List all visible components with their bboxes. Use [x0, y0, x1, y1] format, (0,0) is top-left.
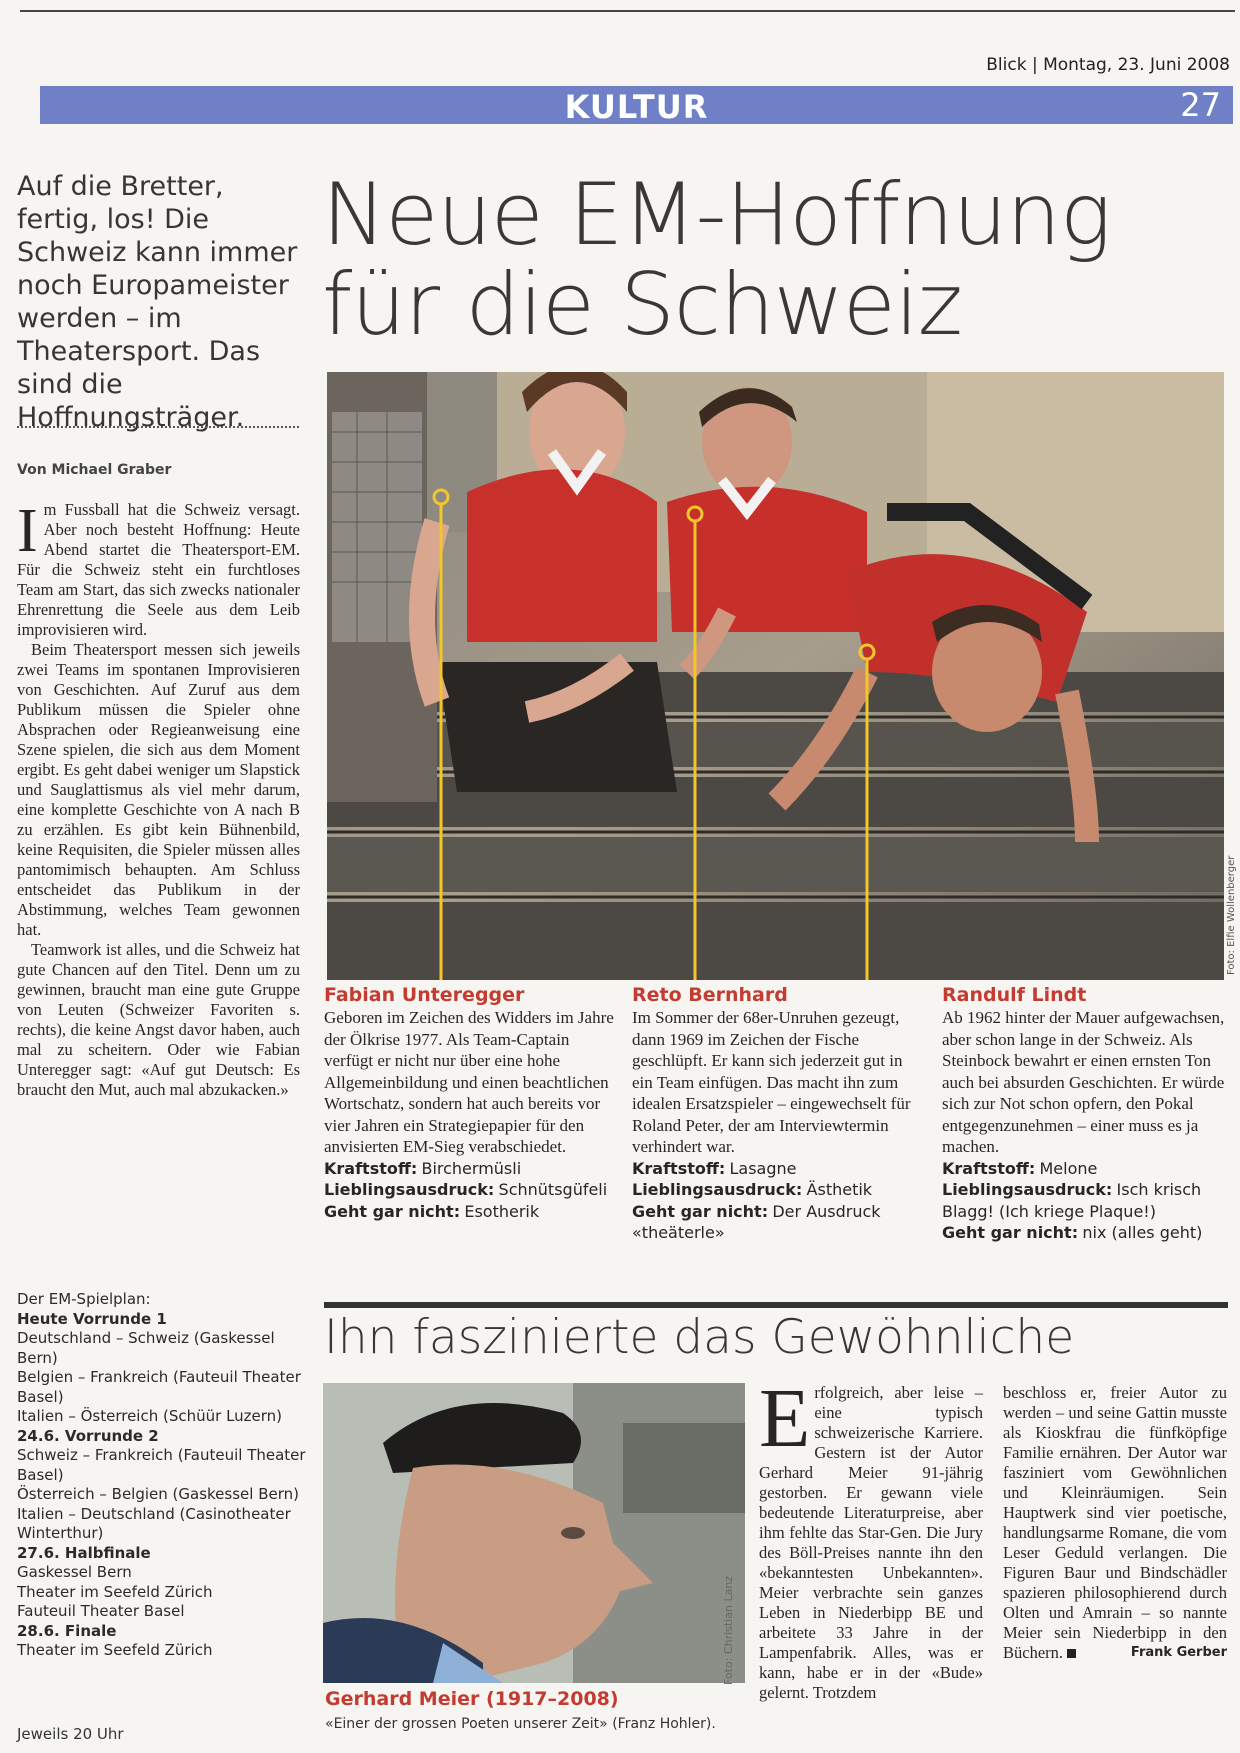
schedule-heading: Heute Vorrunde 1: [17, 1309, 167, 1328]
schedule-entry: Deutschland – Schweiz (Gaskessel Bern): [17, 1329, 275, 1367]
profile-key: Lieblingsausdruck:: [632, 1180, 803, 1199]
profile-value: Birchermüsli: [421, 1158, 522, 1178]
schedule-entry: Belgien – Frankreich (Fauteuil Theater Basel): [17, 1368, 301, 1406]
profile-text: Geboren im Zeichen des Widders im Jahre der Ölkrise 1977. Als Team-Captain verfügt er nicht nur über eine hohe Allgemeinbildung und einen beachtlichen Wortschatz, sondern hat auch bereits vor vier Jahren ein Strategiepapier für den anvisierten EM-Sieg verabschiedet.: [324, 1008, 614, 1156]
meier-portrait: [323, 1383, 745, 1683]
profile-key: Lieblingsausdruck:: [942, 1180, 1113, 1199]
author-signature: Frank Gerber: [1130, 1645, 1227, 1660]
schedule-time: Jeweils 20 Uhr: [17, 1725, 124, 1743]
schedule-entry: Italien – Deutschland (Casinotheater Winterthur): [17, 1504, 291, 1542]
schedule-box: [17, 1290, 307, 1661]
meier-column-1: Erfolgreich, aber leise – eine typisch schweizerische Karriere. Gestern ist der Autor Gerhard Meier 91-jährig gestorben. Er gewann viele bedeutende Literaturpreise, aber ihm fehlte das Star-Gen. Die Jury des Böll-Preises nannte ihn den «bekanntesten Unbekannten». Meier verbrachte sein ganzes Leben in Niederbipp BE und arbeitete 33 Jahre in der Lampenfabrik. Alles, was er kann, habe er in der «Bude» gelernt. Trotzdem: [759, 1372, 983, 1702]
schedule-heading: 27.6. Halbfinale: [17, 1543, 151, 1562]
profile-value: nix (alles geht): [1082, 1223, 1203, 1242]
profile-name: Reto Bernhard: [632, 984, 788, 1006]
profile-key: Geht gar nicht:: [324, 1201, 461, 1221]
profile-value: Schnütsgüfeli: [498, 1180, 608, 1199]
profile-reto: [632, 983, 922, 1244]
profile-name: Fabian Unteregger: [324, 984, 525, 1006]
profile-randulf: [942, 983, 1232, 1244]
caption-quote: «Einer der grossen Poeten unserer Zeit» (Franz Hohler).: [325, 1716, 716, 1732]
profile-key: Geht gar nicht:: [632, 1201, 769, 1221]
profile-text: Ab 1962 hinter der Mauer aufgewachsen, aber schon lange in der Schweiz. Als Steinbock bewahrt er einen ernsten Ton auch bei absurden Geschichten. Er würde sich zur Not schon opfern, den Pokal entgegenzunehmen – einer muss es ja machen.: [942, 1008, 1225, 1156]
profile-name: Randulf Lindt: [942, 984, 1087, 1006]
section-label: KULTUR: [564, 88, 709, 126]
schedule-entry: Theater im Seefeld Zürich: [17, 1641, 213, 1659]
profile-key: Lieblingsausdruck:: [324, 1180, 495, 1199]
photo-credit: Foto: Elfie Wollenberger: [1226, 855, 1237, 975]
page-number: 27: [1180, 86, 1221, 124]
headline-line-2: für die Schweiz: [322, 255, 962, 355]
profile-key: Kraftstoff:: [324, 1158, 418, 1178]
top-rule: [20, 10, 1235, 12]
schedule-entry: Fauteuil Theater Basel: [17, 1602, 185, 1620]
section-bar: [40, 86, 1233, 124]
byline: Von Michael Graber: [17, 462, 172, 478]
schedule-entry: Schweiz – Frankreich (Fauteuil Theater Basel): [17, 1446, 306, 1484]
folio-line: Blick | Montag, 23. Juni 2008: [986, 55, 1230, 75]
paragraph-3: Teamwork ist alles, und die Schweiz hat gute Chancen auf den Titel. Denn um zu gewinnen, braucht man eine gute Gruppe von Leuten (Schweizer Favoriten s. rechts), die keine Angst davor haben, auch mal zu scheitern. Oder wie Fabian Unteregger sagt: «Auf gut Deutsch: Es braucht den Mut, auch mal abzukacken.»: [17, 940, 300, 1099]
intro-teaser: Auf die Bretter, fertig, los! Die Schweiz kann immer noch Europameister werden – im Theatersport. Das sind die Hoffnungsträger.: [17, 171, 298, 433]
schedule-entry: Österreich – Belgien (Gaskessel Bern): [17, 1485, 299, 1503]
profile-text: Im Sommer der 68er-Unruhen gezeugt, dann 1969 im Zeichen der Fische geschlüpft. Er kann sich jederzeit gut in ein Team einfügen. Das macht ihn zum idealen Ersatzspieler – eingewechselt für Roland Peter, der am Interviewtermin verhindert war.: [632, 1008, 911, 1156]
article-body: [17, 497, 300, 1100]
paragraph-1: Im Fussball hat die Schweiz versagt. Aber noch besteht Hoffnung: Heute Abend startet die Theatersport-EM. Für die Schweiz steht ein furchtloses Team am Start, das sich zwecks nationaler Ehrenrettung die Seele aus dem Leib improvisieren wird.: [17, 497, 300, 639]
drop-cap: E: [759, 1372, 811, 1465]
schedule-heading: 24.6. Vorrunde 2: [17, 1426, 159, 1445]
profile-fabian: [324, 983, 614, 1222]
headline-line-1: Neue EM-Hoffnung: [322, 165, 1111, 265]
meier-column-2: beschloss er, freier Autor zu werden – und seine Gattin musste als Kioskfrau die fünfköpfige Familie ernähren. Der Autor war fasziniert vom Gewöhnlichen und Kleinräumigen. Sein Hauptwerk sind vier poetische, handlungsarme Romane, die vom Leser Geduld verlangen. Die Figuren Baur und Bindschädler spazieren philosophierend durch Olten und Amrain – so nannte Meier sein Niederbipp in den Büchern. Frank Gerber: [1003, 1383, 1227, 1662]
profile-key: Kraftstoff:: [942, 1158, 1036, 1178]
profile-value: Der Ausdruck «theäterle»: [632, 1201, 881, 1242]
team-photo: [327, 372, 1224, 980]
dotted-divider: [17, 426, 299, 428]
profile-value: Esotherik: [464, 1201, 540, 1221]
schedule-entry: Gaskessel Bern: [17, 1563, 132, 1581]
drop-cap: I: [17, 497, 38, 565]
profile-value: Melone: [1039, 1158, 1098, 1178]
caption-name: Gerhard Meier (1917–2008): [325, 1688, 619, 1710]
schedule-title: Der EM-Spielplan:: [17, 1290, 151, 1308]
schedule-heading: 28.6. Finale: [17, 1621, 117, 1640]
schedule-entry: Theater im Seefeld Zürich: [17, 1582, 213, 1601]
meier-photo-credit: Foto: Christian Lanz: [722, 1575, 735, 1685]
main-headline: [322, 165, 1222, 355]
meier-headline: Ihn faszinierte das Gewöhnliche: [324, 1310, 1075, 1365]
schedule-entry: Italien – Österreich (Schüür Luzern): [17, 1407, 283, 1425]
profile-value: Ästhetik: [806, 1180, 873, 1199]
end-mark: [1067, 1649, 1076, 1658]
profile-key: Kraftstoff:: [632, 1158, 726, 1178]
profile-value: Isch krisch Blagg! (Ich kriege Plaque!): [942, 1180, 1202, 1221]
paragraph-2: Beim Theatersport messen sich jeweils zwei Teams im spontanen Improvisieren von Geschichten. Auf Zuruf aus dem Publikum müssen die Spieler ohne Absprachen oder Regieanweisung eine Szene spielen, die sich aus dem Moment ergibt. Es geht dabei weniger um Slapstick und Sauglattismus als viel mehr darum, eine komplette Geschichte von A nach B zu erzählen. Es gibt kein Bühnenbild, keine Requisiten, die Spieler müssen alles pantomimisch behaupten. Am Schluss entscheidet das Publikum in der Abstimmung, welches Team gewonnen hat.: [17, 640, 300, 939]
profile-key: Geht gar nicht:: [942, 1223, 1079, 1242]
profile-value: Lasagne: [729, 1158, 797, 1178]
